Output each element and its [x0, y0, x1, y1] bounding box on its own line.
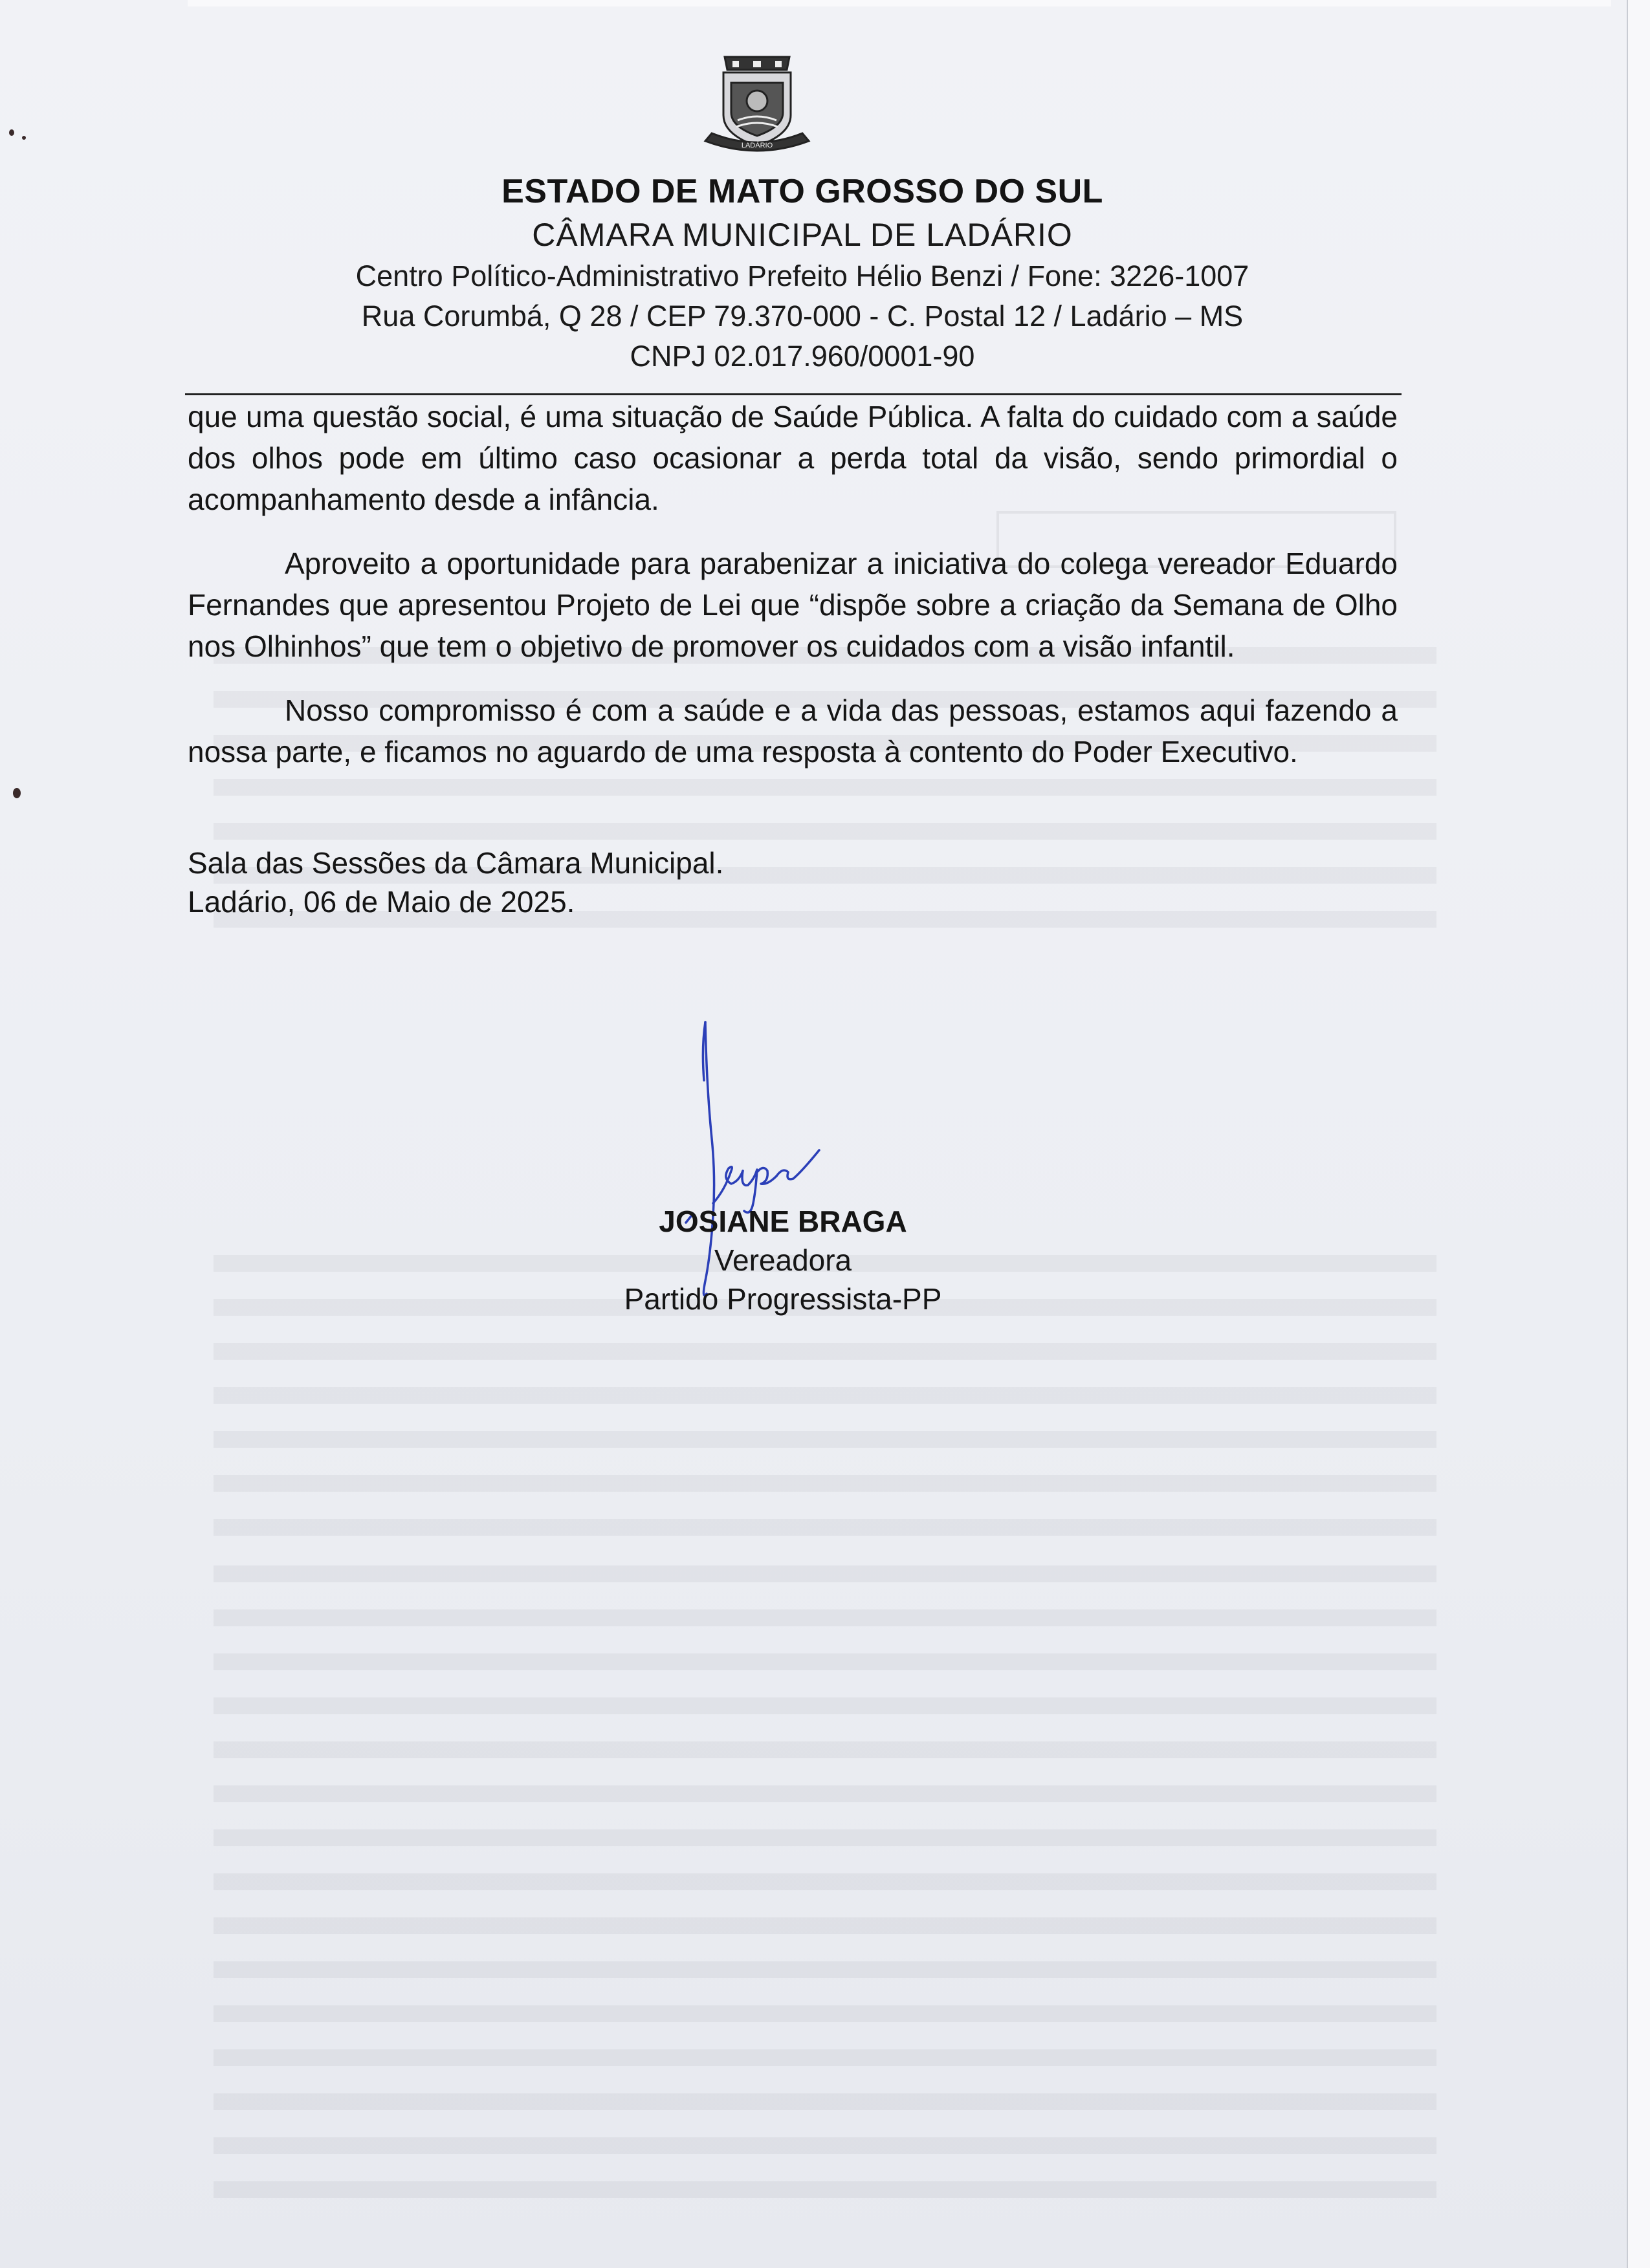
- municipal-crest-icon: [699, 50, 815, 160]
- page-top-edge: [188, 0, 1611, 6]
- header-divider: [185, 393, 1402, 395]
- closing-place: Sala das Sessões da Câmara Municipal.: [188, 846, 724, 880]
- crest-banner-text: LADÁRIO: [741, 142, 773, 149]
- address-line-2: Rua Corumbá, Q 28 / CEP 79.370-000 - C. Postal 12 / Ladário – MS: [361, 300, 1244, 333]
- signer-role: Vereadora: [714, 1243, 852, 1277]
- signer-block: [556, 1202, 1009, 1318]
- closing-block: [188, 844, 1398, 921]
- paragraph-3: Nosso compromisso é com a saúde e a vida das pessoas, estamos aqui fazendo a nossa parte, e ficamos no aguardo de uma resposta à contento do Poder Executivo.: [188, 693, 1398, 769]
- cnpj-line: CNPJ 02.017.960/0001-90: [630, 340, 975, 373]
- state-title: ESTADO DE MATO GROSSO DO SUL: [501, 173, 1103, 210]
- scan-speck: [9, 129, 14, 136]
- closing-date: Ladário, 06 de Maio de 2025.: [188, 885, 575, 919]
- address-line-1: Centro Político-Administrativo Prefeito Hélio Benzi / Fone: 3226-1007: [355, 259, 1249, 292]
- page-right-edge: [1627, 0, 1650, 2268]
- scan-speck: [13, 788, 21, 798]
- chamber-title: CÂMARA MUNICIPAL DE LADÁRIO: [532, 217, 1073, 253]
- paragraph-2: Aproveito a oportunidade para parabenizar a iniciativa do colega vereador Eduardo Fernandes que apresentou Projeto de Lei que “dispõe sobre a criação da Semana de Olho nos Olhinhos” que tem o objetivo de promover os cuidados com a visão infantil.: [188, 547, 1398, 663]
- letterhead: [0, 169, 1605, 376]
- bleed-through-block: [214, 1565, 1436, 2219]
- paragraph-1: que uma questão social, é uma situação de Saúde Pública. A falta do cuidado com a saúde dos olhos pode em último caso ocasionar a perda total da visão, sendo primordial o acompanhamento desde a infância.: [188, 400, 1398, 516]
- signer-party: Partido Progressista-PP: [624, 1282, 942, 1316]
- signer-name: JOSIANE BRAGA: [659, 1205, 907, 1238]
- document-body: [188, 396, 1398, 921]
- scan-speck: [22, 136, 26, 140]
